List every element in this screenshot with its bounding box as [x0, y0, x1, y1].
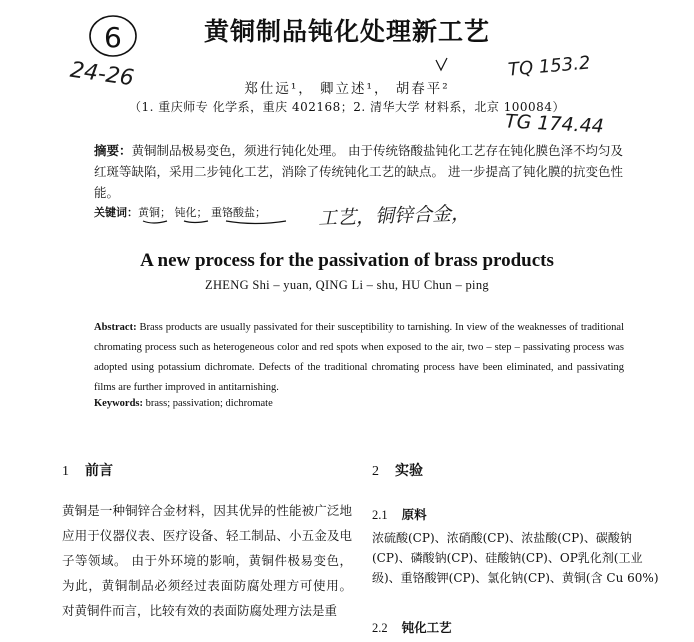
section-2-number: 2	[372, 464, 379, 479]
keyword-underline-3	[226, 221, 286, 224]
affiliation-cn: （1. 重庆师专 化学系，重庆 402168；2. 清华大学 材料系，北京 100084）	[129, 100, 565, 114]
paper-title-cn: 黄铜制品钝化处理新工艺	[203, 17, 490, 46]
keywords-cn-text: 黄铜； 钝化； 重铬酸盐；	[138, 206, 266, 219]
abstract-cn-text: 黄铜制品极易变色，须进行钝化处理。 由于传统铬酸盐钝化工艺存在钝化膜色泽不均匀及红斑等缺陷，采用二步钝化工艺，消除了传统钝化工艺的缺点。 进一步提高了钝化膜的抗变色性能。	[94, 143, 623, 200]
authors-en: ZHENG Shi – yuan, QING Li – shu, HU Chun – ping	[205, 278, 489, 292]
abstract-en	[94, 318, 624, 398]
subsection-2-2-number: 2.2	[372, 621, 388, 635]
keywords-en-text: brass; passivation; dichromate	[143, 398, 273, 409]
subsection-2-2-title: 钝化工艺	[401, 620, 452, 635]
section-1-number: 1	[62, 464, 69, 479]
subsection-2-1-title: 原料	[401, 507, 427, 522]
insert-mark	[436, 58, 447, 70]
subsection-2-1-number: 2.1	[372, 508, 388, 522]
authors-cn: 郑仕远¹， 卿立述¹， 胡春平²	[244, 81, 450, 97]
keyword-underline-2	[184, 221, 208, 223]
paper-title-en: A new process for the passivation of brass products	[140, 250, 554, 271]
keywords-en-label: Keywords:	[94, 398, 143, 409]
abstract-cn-label: 摘要：	[94, 143, 132, 158]
handwritten-classification-1: TQ 153.2	[507, 52, 592, 81]
section-1-heading	[62, 460, 113, 480]
subsection-2-2-heading	[372, 618, 452, 636]
keywords-cn-label: 关键词：	[94, 206, 138, 219]
handwritten-classification-2: TG 174.44	[504, 110, 605, 138]
section-1-title: 前言	[85, 463, 113, 479]
materials-list: 浓硫酸(CP)、浓硝酸(CP)、浓盐酸(CP)、碳酸钠(CP)、磷酸钠(CP)、硅酸钠(CP)、OP乳化剂(工业级)、重铬酸钾(CP)、氯化钠(CP)、黄铜(含 Cu 60%)	[372, 531, 659, 585]
abstract-en-text: Brass products are usually passivated for their susceptibility to tarnishing. In view of the weaknesses of traditional chromating process such as heterogeneous color and red spots when exposed to the air, two – step – passivating process was adopted using potassium dichromate. Defects of the traditional chromating process have been eliminated, and passivating films are further improved in antitarnishing.	[94, 322, 624, 393]
handwritten-page-range: 24-26	[68, 57, 136, 92]
abstract-en-label: Abstract:	[94, 322, 137, 333]
subsection-2-1-heading	[372, 505, 427, 523]
section-2-title: 实验	[395, 463, 423, 479]
section-1-body: 黄铜是一种铜锌合金材料，因其优异的性能被广泛地应用于仪器仪表、医疗设备、轻工制品、小五金及电子等领域。 由于外环境的影响，黄铜件极易变色，为此，黄铜制品必须经过表面防腐处理方可使用。 对黄铜件而言，比较有效的表面防腐处理方法是重	[62, 503, 352, 618]
abstract-cn	[94, 140, 634, 203]
page-number: 6	[104, 21, 122, 54]
keyword-underline-1	[143, 221, 167, 223]
keywords-en	[94, 398, 273, 409]
handwritten-keywords-note: 工艺，铜锌合金，	[317, 202, 471, 230]
section-2-heading	[372, 460, 423, 480]
keywords-cn	[94, 204, 266, 220]
